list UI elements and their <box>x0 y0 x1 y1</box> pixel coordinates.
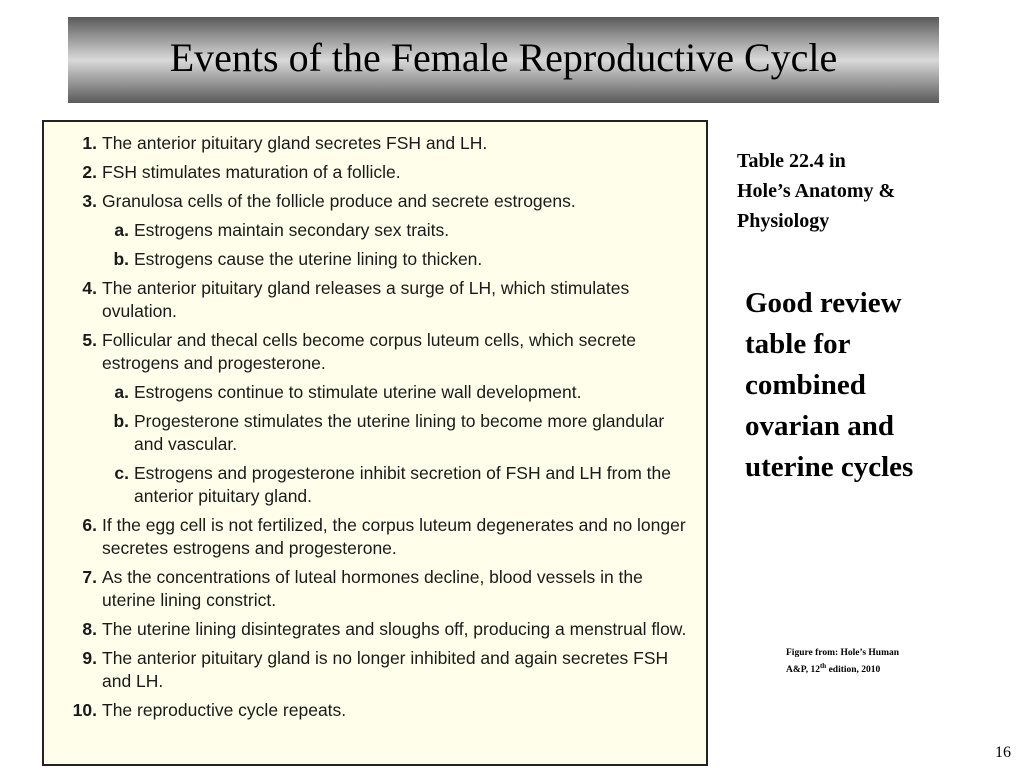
item-text: If the egg cell is not fertilized, the corpus luteum degenerates and no longer secretes estrogens and progesterone. <box>102 515 686 558</box>
review-line: ovarian and <box>745 410 895 442</box>
table-item <box>44 132 694 155</box>
item-text: The uterine lining disintegrates and sloughs off, producing a menstrual flow. <box>102 619 687 639</box>
item-number: 7. <box>82 567 97 587</box>
slide-title: Events of the Female Reproductive Cycle <box>169 34 838 80</box>
review-line: combined <box>745 369 866 401</box>
subitem-letter: a. <box>114 382 129 402</box>
figure-credit <box>786 647 946 677</box>
item-number: 1. <box>82 133 97 153</box>
item-number: 5. <box>82 330 97 350</box>
table-subitem <box>44 381 694 404</box>
credit-superscript: th <box>819 662 827 670</box>
item-text: The anterior pituitary gland is no longer inhibited and again secretes FSH and LH. <box>102 648 669 691</box>
page-number: 16 <box>995 744 1011 761</box>
item-text: FSH stimulates maturation of a follicle. <box>102 162 401 182</box>
credit-prefix: A&P, 12 <box>786 665 820 676</box>
table-item <box>44 647 694 693</box>
item-text: The reproductive cycle repeats. <box>102 700 347 720</box>
table-subitem <box>44 248 694 271</box>
item-text: The anterior pituitary gland secretes FSH and LH. <box>102 133 488 153</box>
table-subitem <box>44 462 694 508</box>
table-subitem <box>44 410 694 456</box>
table-item <box>44 514 694 560</box>
table-item <box>44 190 694 213</box>
subitem-text: Progesterone stimulates the uterine lining to become more glandular and vascular. <box>134 411 665 454</box>
item-number: 9. <box>82 648 97 668</box>
table-item <box>44 618 694 641</box>
table-item <box>44 329 694 375</box>
events-table <box>42 120 708 766</box>
reference-line: Table 22.4 in <box>737 150 846 172</box>
item-number: 10. <box>72 700 97 720</box>
subitem-text: Estrogens and progesterone inhibit secretion of FSH and LH from the anterior pituitary gland. <box>134 463 671 506</box>
item-text: Follicular and thecal cells become corpus luteum cells, which secrete estrogens and progesterone. <box>102 330 636 373</box>
credit-line: Figure from: Hole’s Human <box>786 648 900 658</box>
item-text: The anterior pituitary gland releases a surge of LH, which stimulates ovulation. <box>102 278 630 321</box>
item-number: 8. <box>82 619 97 639</box>
table-item <box>44 566 694 612</box>
reference-line: Hole’s Anatomy & <box>737 180 896 202</box>
subitem-text: Estrogens maintain secondary sex traits. <box>134 220 450 240</box>
item-text: Granulosa cells of the follicle produce and secrete estrogens. <box>102 191 576 211</box>
subitem-letter: b. <box>113 249 129 269</box>
item-number: 2. <box>82 162 97 182</box>
credit-line <box>786 660 946 677</box>
table-item <box>44 277 694 323</box>
credit-suffix: edition, 2010 <box>826 665 881 676</box>
table-subitem <box>44 219 694 242</box>
item-text: As the concentrations of luteal hormones decline, blood vessels in the uterine lining constrict. <box>102 567 643 610</box>
subitem-letter: a. <box>114 220 129 240</box>
table-item <box>44 699 694 722</box>
subitem-text: Estrogens cause the uterine lining to thicken. <box>134 249 483 269</box>
subitem-letter: c. <box>114 463 129 483</box>
title-bar <box>68 17 939 103</box>
subitem-text: Estrogens continue to stimulate uterine wall development. <box>134 382 582 402</box>
reference-line: Physiology <box>737 210 830 232</box>
table-item <box>44 161 694 184</box>
item-number: 3. <box>82 191 97 211</box>
item-number: 4. <box>82 278 97 298</box>
review-line: Good review <box>745 287 902 319</box>
review-line: uterine cycles <box>745 451 914 483</box>
subitem-letter: b. <box>113 411 129 431</box>
review-line: table for <box>745 328 851 360</box>
item-number: 6. <box>82 515 97 535</box>
review-note <box>745 283 975 488</box>
table-reference <box>737 146 967 236</box>
